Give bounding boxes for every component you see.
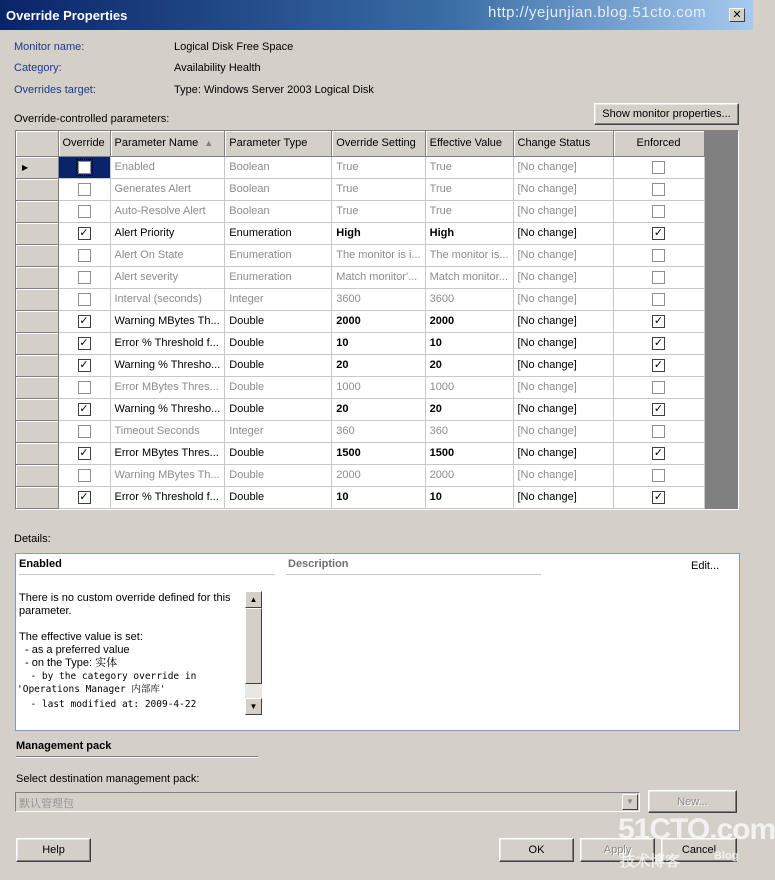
enforced-cell[interactable] bbox=[613, 266, 704, 288]
monitor-name-label: Monitor name: bbox=[14, 41, 85, 53]
row-header[interactable] bbox=[16, 266, 58, 288]
row-header-corner bbox=[16, 131, 58, 156]
override-cell[interactable] bbox=[58, 464, 110, 486]
override-checkbox[interactable] bbox=[78, 161, 91, 174]
effective-value-cell: The monitor is... bbox=[425, 244, 513, 266]
table-row[interactable] bbox=[16, 310, 704, 332]
row-header[interactable] bbox=[16, 178, 58, 200]
destination-pack-label: Select destination management pack: bbox=[16, 773, 200, 785]
override-setting-cell[interactable]: 20 bbox=[332, 398, 425, 420]
details-text-line: - on the Type: 实体 bbox=[25, 657, 118, 669]
column-header-effective-value[interactable]: Effective Value bbox=[425, 131, 513, 156]
row-header[interactable] bbox=[16, 310, 58, 332]
parameters-table bbox=[16, 131, 705, 509]
override-cell[interactable] bbox=[58, 288, 110, 310]
details-label: Details: bbox=[14, 533, 51, 545]
override-setting-cell[interactable]: High bbox=[332, 222, 425, 244]
help-button[interactable]: Help bbox=[16, 838, 91, 862]
table-row[interactable] bbox=[16, 156, 704, 178]
effective-value-cell: 20 bbox=[425, 354, 513, 376]
parameter-type-cell: Double bbox=[225, 354, 332, 376]
parameter-name-cell: Alert On State bbox=[110, 244, 225, 266]
table-row[interactable] bbox=[16, 442, 704, 464]
parameters-label: Override-controlled parameters: bbox=[14, 113, 170, 125]
table-row[interactable] bbox=[16, 222, 704, 244]
override-cell[interactable] bbox=[58, 486, 110, 508]
enforced-checkbox[interactable] bbox=[652, 161, 665, 174]
check-icon: ✓ bbox=[653, 402, 664, 415]
parameter-type-cell: Double bbox=[225, 332, 332, 354]
details-parameter-name: Enabled bbox=[19, 558, 62, 570]
row-header[interactable] bbox=[16, 464, 58, 486]
sort-ascending-icon: ▲ bbox=[204, 138, 214, 149]
table-row[interactable] bbox=[16, 332, 704, 354]
change-status-cell: [No change] bbox=[513, 398, 613, 420]
monitor-name-value: Logical Disk Free Space bbox=[174, 41, 294, 53]
check-icon: ✓ bbox=[653, 490, 664, 503]
close-icon: ✕ bbox=[732, 9, 742, 21]
change-status-cell: [No change] bbox=[513, 420, 613, 442]
row-header[interactable] bbox=[16, 222, 58, 244]
override-cell[interactable] bbox=[58, 156, 110, 178]
override-setting-cell[interactable]: 10 bbox=[332, 332, 425, 354]
details-text-line: - last modified at: 2009-4-22 bbox=[19, 699, 197, 710]
column-header-enforced[interactable]: Enforced bbox=[613, 131, 704, 156]
parameter-name-cell: Error MBytes Thres... bbox=[110, 376, 225, 398]
override-checkbox[interactable] bbox=[78, 491, 91, 504]
effective-value-cell: True bbox=[425, 156, 513, 178]
override-setting-cell[interactable]: 1000 bbox=[332, 376, 425, 398]
enforced-checkbox[interactable] bbox=[652, 359, 665, 372]
parameters-grid[interactable] bbox=[15, 130, 739, 510]
title-bar[interactable] bbox=[0, 0, 753, 30]
table-row[interactable] bbox=[16, 178, 704, 200]
parameter-name-cell: Timeout Seconds bbox=[110, 420, 225, 442]
parameter-type-cell: Double bbox=[225, 310, 332, 332]
change-status-cell: [No change] bbox=[513, 266, 613, 288]
effective-value-cell: 3600 bbox=[425, 288, 513, 310]
scroll-up-button[interactable] bbox=[245, 591, 262, 608]
row-header[interactable] bbox=[16, 420, 58, 442]
change-status-cell: [No change] bbox=[513, 244, 613, 266]
table-row[interactable] bbox=[16, 266, 704, 288]
row-header[interactable] bbox=[16, 244, 58, 266]
enforced-cell[interactable] bbox=[613, 332, 704, 354]
override-setting-cell[interactable]: True bbox=[332, 178, 425, 200]
override-cell[interactable] bbox=[58, 178, 110, 200]
parameter-name-cell: Alert Priority bbox=[110, 222, 225, 244]
enforced-cell[interactable] bbox=[613, 354, 704, 376]
change-status-cell: [No change] bbox=[513, 442, 613, 464]
row-header[interactable] bbox=[16, 376, 58, 398]
override-checkbox[interactable] bbox=[78, 359, 91, 372]
override-cell[interactable] bbox=[58, 200, 110, 222]
column-header-override-setting[interactable]: Override Setting bbox=[332, 131, 425, 156]
check-icon: ✓ bbox=[653, 226, 664, 239]
ok-button[interactable]: OK bbox=[499, 838, 574, 862]
override-checkbox[interactable] bbox=[78, 425, 91, 438]
override-checkbox[interactable] bbox=[78, 249, 91, 262]
enforced-checkbox[interactable] bbox=[652, 315, 665, 328]
parameter-type-cell: Double bbox=[225, 398, 332, 420]
override-cell[interactable] bbox=[58, 332, 110, 354]
enforced-checkbox[interactable] bbox=[652, 249, 665, 262]
check-icon: ✓ bbox=[79, 358, 89, 371]
column-header-parameter-name[interactable] bbox=[110, 131, 225, 156]
enforced-cell[interactable] bbox=[613, 156, 704, 178]
parameter-name-cell: Warning % Thresho... bbox=[110, 354, 225, 376]
details-text-line: 'Operations Manager 内部库' bbox=[17, 684, 166, 695]
destination-pack-combo[interactable] bbox=[15, 792, 640, 812]
table-row[interactable] bbox=[16, 486, 704, 508]
effective-value-cell: High bbox=[425, 222, 513, 244]
watermark-url: http://yejunjian.blog.51cto.com bbox=[488, 4, 707, 21]
parameter-name-cell: Enabled bbox=[110, 156, 225, 178]
table-row[interactable] bbox=[16, 398, 704, 420]
description-header: Description bbox=[288, 558, 349, 570]
parameter-name-cell: Alert severity bbox=[110, 266, 225, 288]
scroll-down-button[interactable] bbox=[245, 698, 262, 715]
check-icon: ✓ bbox=[79, 402, 89, 415]
details-scrollbar[interactable] bbox=[245, 591, 262, 715]
chevron-down-icon[interactable]: ▼ bbox=[622, 794, 638, 810]
row-pointer-icon: ▶ bbox=[22, 163, 29, 172]
details-divider bbox=[19, 574, 275, 575]
check-icon: ✓ bbox=[79, 446, 89, 459]
details-text-line: - as a preferred value bbox=[25, 644, 130, 656]
scroll-up-icon: ▲ bbox=[249, 595, 258, 604]
table-row[interactable] bbox=[16, 354, 704, 376]
parameter-type-cell: Integer bbox=[225, 288, 332, 310]
watermark-brand: 51CTO.com bbox=[618, 813, 775, 846]
override-setting-cell[interactable]: The monitor is i... bbox=[332, 244, 425, 266]
override-cell[interactable] bbox=[58, 420, 110, 442]
close-button[interactable] bbox=[729, 8, 745, 22]
enforced-cell[interactable] bbox=[613, 244, 704, 266]
table-row[interactable] bbox=[16, 288, 704, 310]
parameter-type-cell: Integer bbox=[225, 420, 332, 442]
row-header[interactable] bbox=[16, 442, 58, 464]
override-setting-cell[interactable]: 360 bbox=[332, 420, 425, 442]
change-status-cell: [No change] bbox=[513, 156, 613, 178]
override-checkbox[interactable] bbox=[78, 293, 91, 306]
details-text-line: The effective value is set: bbox=[19, 631, 143, 643]
enforced-cell[interactable] bbox=[613, 288, 704, 310]
row-header[interactable] bbox=[16, 156, 58, 178]
enforced-cell[interactable] bbox=[613, 178, 704, 200]
override-setting-cell[interactable]: 2000 bbox=[332, 464, 425, 486]
destination-pack-value: 默认管理包 bbox=[19, 798, 74, 810]
override-checkbox[interactable] bbox=[78, 469, 91, 482]
override-checkbox[interactable] bbox=[78, 227, 91, 240]
grid-header-row bbox=[16, 131, 704, 156]
table-row[interactable] bbox=[16, 464, 704, 486]
edit-link[interactable]: Edit... bbox=[691, 560, 720, 572]
override-setting-cell[interactable]: 3600 bbox=[332, 288, 425, 310]
column-header-label: Parameter Name bbox=[114, 137, 199, 150]
change-status-cell: [No change] bbox=[513, 486, 613, 508]
parameter-type-cell: Boolean bbox=[225, 178, 332, 200]
check-icon: ✓ bbox=[79, 336, 89, 349]
check-icon: ✓ bbox=[79, 314, 89, 327]
override-checkbox[interactable] bbox=[78, 205, 91, 218]
enforced-checkbox[interactable] bbox=[652, 271, 665, 284]
check-icon: ✓ bbox=[653, 358, 664, 371]
parameter-type-cell: Enumeration bbox=[225, 244, 332, 266]
change-status-cell: [No change] bbox=[513, 354, 613, 376]
change-status-cell: [No change] bbox=[513, 222, 613, 244]
row-header[interactable] bbox=[16, 354, 58, 376]
override-setting-cell[interactable]: True bbox=[332, 156, 425, 178]
parameter-type-cell: Double bbox=[225, 442, 332, 464]
enforced-checkbox[interactable] bbox=[652, 337, 665, 350]
change-status-cell: [No change] bbox=[513, 376, 613, 398]
check-icon: ✓ bbox=[79, 490, 89, 503]
parameter-name-cell: Warning MBytes Th... bbox=[110, 310, 225, 332]
parameter-type-cell: Boolean bbox=[225, 200, 332, 222]
effective-value-cell: 2000 bbox=[425, 464, 513, 486]
override-checkbox[interactable] bbox=[78, 271, 91, 284]
details-text-line: - by the category override in bbox=[19, 671, 197, 682]
enforced-cell[interactable] bbox=[613, 376, 704, 398]
override-cell[interactable] bbox=[58, 442, 110, 464]
cancel-button[interactable]: Cancel bbox=[661, 838, 737, 862]
category-value: Availability Health bbox=[174, 62, 261, 74]
override-setting-cell[interactable]: Match monitor'... bbox=[332, 266, 425, 288]
table-row[interactable] bbox=[16, 376, 704, 398]
override-checkbox[interactable] bbox=[78, 403, 91, 416]
overrides-target-label: Overrides target: bbox=[14, 84, 96, 96]
details-text-line: There is no custom override defined for this parameter. bbox=[19, 592, 231, 617]
details-panel bbox=[15, 553, 740, 731]
enforced-cell[interactable] bbox=[613, 486, 704, 508]
override-setting-cell[interactable]: 1500 bbox=[332, 442, 425, 464]
override-cell[interactable] bbox=[58, 354, 110, 376]
override-cell[interactable] bbox=[58, 266, 110, 288]
effective-value-cell: True bbox=[425, 200, 513, 222]
override-cell[interactable] bbox=[58, 398, 110, 420]
enforced-cell[interactable] bbox=[613, 222, 704, 244]
override-cell[interactable] bbox=[58, 376, 110, 398]
override-checkbox[interactable] bbox=[78, 183, 91, 196]
enforced-cell[interactable] bbox=[613, 398, 704, 420]
row-header[interactable] bbox=[16, 200, 58, 222]
row-header[interactable] bbox=[16, 398, 58, 420]
row-header[interactable] bbox=[16, 486, 58, 508]
effective-value-cell: 360 bbox=[425, 420, 513, 442]
parameter-name-cell: Error % Threshold f... bbox=[110, 332, 225, 354]
check-icon: ✓ bbox=[653, 446, 664, 459]
override-checkbox[interactable] bbox=[78, 447, 91, 460]
parameter-name-cell: Error MBytes Thres... bbox=[110, 442, 225, 464]
new-pack-button[interactable]: New... bbox=[648, 790, 737, 813]
description-divider bbox=[286, 574, 541, 575]
parameter-name-cell: Interval (seconds) bbox=[110, 288, 225, 310]
change-status-cell: [No change] bbox=[513, 332, 613, 354]
enforced-cell[interactable] bbox=[613, 464, 704, 486]
enforced-checkbox[interactable] bbox=[652, 469, 665, 482]
parameter-name-cell: Warning MBytes Th... bbox=[110, 464, 225, 486]
scroll-down-icon: ▼ bbox=[249, 702, 258, 711]
override-cell[interactable] bbox=[58, 244, 110, 266]
row-header[interactable] bbox=[16, 288, 58, 310]
enforced-checkbox[interactable] bbox=[652, 227, 665, 240]
window-title: Override Properties bbox=[6, 8, 128, 23]
enforced-checkbox[interactable] bbox=[652, 205, 665, 218]
effective-value-cell: 1500 bbox=[425, 442, 513, 464]
enforced-cell[interactable] bbox=[613, 442, 704, 464]
enforced-checkbox[interactable] bbox=[652, 183, 665, 196]
override-setting-cell[interactable]: True bbox=[332, 200, 425, 222]
row-header[interactable] bbox=[16, 332, 58, 354]
override-checkbox[interactable] bbox=[78, 315, 91, 328]
override-setting-cell[interactable]: 20 bbox=[332, 354, 425, 376]
change-status-cell: [No change] bbox=[513, 200, 613, 222]
parameter-name-cell: Auto-Resolve Alert bbox=[110, 200, 225, 222]
enforced-checkbox[interactable] bbox=[652, 381, 665, 394]
check-icon: ✓ bbox=[653, 314, 664, 327]
category-label: Category: bbox=[14, 62, 62, 74]
enforced-checkbox[interactable] bbox=[652, 403, 665, 416]
table-row[interactable] bbox=[16, 244, 704, 266]
override-setting-cell[interactable]: 10 bbox=[332, 486, 425, 508]
override-checkbox[interactable] bbox=[78, 337, 91, 350]
show-monitor-properties-button[interactable]: Show monitor properties... bbox=[594, 103, 739, 125]
effective-value-cell: 10 bbox=[425, 486, 513, 508]
management-pack-title: Management pack bbox=[16, 740, 112, 752]
change-status-cell: [No change] bbox=[513, 310, 613, 332]
enforced-checkbox[interactable] bbox=[652, 293, 665, 306]
parameter-type-cell: Boolean bbox=[225, 156, 332, 178]
parameter-name-cell: Error % Threshold f... bbox=[110, 486, 225, 508]
override-setting-cell[interactable]: 2000 bbox=[332, 310, 425, 332]
overrides-target-value: Type: Windows Server 2003 Logical Disk bbox=[174, 84, 374, 96]
parameter-name-cell: Generates Alert bbox=[110, 178, 225, 200]
change-status-cell: [No change] bbox=[513, 178, 613, 200]
effective-value-cell: Match monitor... bbox=[425, 266, 513, 288]
effective-value-cell: 20 bbox=[425, 398, 513, 420]
enforced-checkbox[interactable] bbox=[652, 491, 665, 504]
parameter-type-cell: Enumeration bbox=[225, 222, 332, 244]
check-icon: ✓ bbox=[79, 226, 89, 239]
effective-value-cell: 2000 bbox=[425, 310, 513, 332]
watermark-blog: Blog bbox=[714, 850, 739, 862]
enforced-cell[interactable] bbox=[613, 420, 704, 442]
override-cell[interactable] bbox=[58, 310, 110, 332]
column-header-change-status[interactable]: Change Status bbox=[513, 131, 613, 156]
enforced-checkbox[interactable] bbox=[652, 447, 665, 460]
effective-value-cell: 1000 bbox=[425, 376, 513, 398]
watermark-subtitle: 技术博客 bbox=[620, 853, 681, 870]
parameter-type-cell: Double bbox=[225, 376, 332, 398]
management-pack-divider bbox=[16, 756, 258, 758]
override-cell[interactable] bbox=[58, 222, 110, 244]
column-header-parameter-type[interactable]: Parameter Type bbox=[225, 131, 332, 156]
enforced-checkbox[interactable] bbox=[652, 425, 665, 438]
change-status-cell: [No change] bbox=[513, 288, 613, 310]
details-text bbox=[19, 592, 244, 711]
effective-value-cell: 10 bbox=[425, 332, 513, 354]
enforced-cell[interactable] bbox=[613, 310, 704, 332]
enforced-cell[interactable] bbox=[613, 200, 704, 222]
parameter-type-cell: Double bbox=[225, 486, 332, 508]
check-icon: ✓ bbox=[653, 336, 664, 349]
change-status-cell: [No change] bbox=[513, 464, 613, 486]
parameter-type-cell: Enumeration bbox=[225, 266, 332, 288]
table-row[interactable] bbox=[16, 200, 704, 222]
effective-value-cell: True bbox=[425, 178, 513, 200]
apply-button[interactable]: Apply bbox=[580, 838, 655, 862]
override-checkbox[interactable] bbox=[78, 381, 91, 394]
parameter-name-cell: Warning % Thresho... bbox=[110, 398, 225, 420]
scroll-thumb[interactable] bbox=[245, 608, 262, 684]
column-header-override[interactable]: Override bbox=[58, 131, 110, 156]
parameter-type-cell: Double bbox=[225, 464, 332, 486]
table-row[interactable] bbox=[16, 420, 704, 442]
